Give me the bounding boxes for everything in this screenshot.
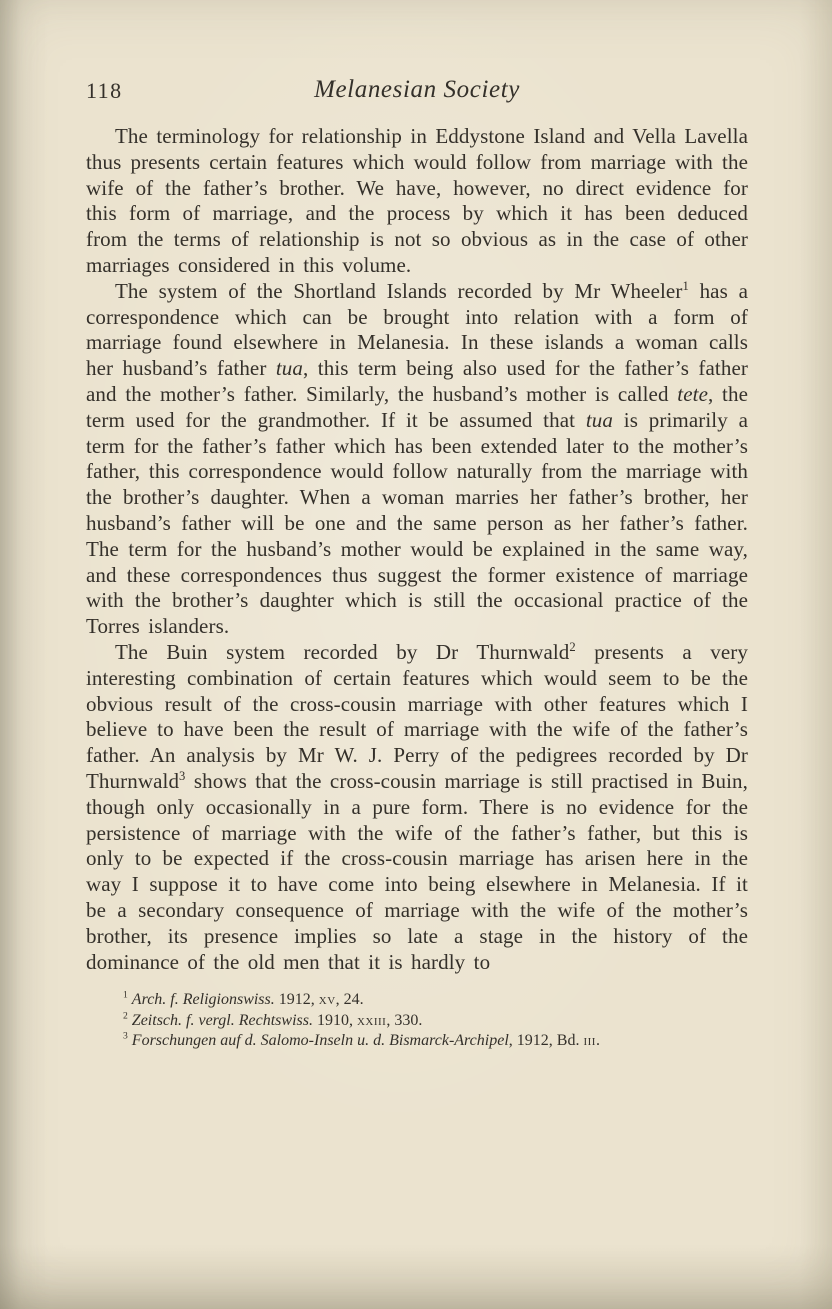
small-caps-text: xxiii <box>356 1011 387 1029</box>
small-caps-text: xv <box>318 991 336 1009</box>
footnote <box>123 990 748 1011</box>
body-text: has a correspondence which can be brought into relation with a form of marriage found elsewhere in Melanesia. In these islands a woman calls her husband’s father <box>86 278 748 381</box>
body-text: is primarily a term for the father’s father which has been extended later to the mother’s father, this correspondence would follow naturally from the marriage with the brother’s daughter. When a woman marries her father’s brother, her husband’s father will be one and the same person as her father’s father. The term for the husband’s mother would be explained in the same way, and these correspondences thus suggest the former existence of marriage with the brother’s daughter which is still the occasional practice of the Torres islanders. <box>86 407 748 639</box>
body-text: 1910, <box>312 1011 357 1029</box>
page-header <box>86 76 748 110</box>
footnote-reference: 3 <box>123 1030 128 1042</box>
running-title: Melanesian Society <box>314 76 520 103</box>
body-text: , the term used for the grandmother. If it be assumed that <box>86 381 749 432</box>
body-text: , 24. <box>335 991 364 1009</box>
small-caps-text: iii <box>583 1032 596 1050</box>
body-text: presents a very interesting combination of certain features which would seem to be the obvious result of the cross-cousin marriage with other features which I believe to have been the result of marriage with the wife of the father’s father. An analysis by Mr W. J. Perry of the pedigrees recorded by Dr Thurnwald <box>86 639 748 793</box>
body-text: , 1912, Bd. <box>508 1032 584 1050</box>
body-text: . <box>595 1032 600 1050</box>
footnote <box>123 1031 748 1052</box>
footnote <box>123 1011 748 1032</box>
italic-text: Forschungen auf d. Salomo-Inseln u. d. Bismarck-Archipel <box>131 1032 509 1050</box>
footnote-reference: 1 <box>682 278 689 293</box>
page-body <box>86 124 748 975</box>
footnotes <box>86 990 748 1052</box>
paragraph <box>86 640 748 975</box>
paragraph <box>86 279 748 640</box>
body-text: The Buin system recorded by Dr Thurnwald <box>115 639 570 664</box>
body-text: 1912, <box>274 991 319 1009</box>
italic-text: Zeitsch. f. vergl. Rechtswiss. <box>131 1011 313 1029</box>
body-text: The system of the Shortland Islands recorded by Mr Wheeler <box>115 278 683 303</box>
body-text: , this term being also used for the father’s father and the mother’s father. Similarly, the husband’s mother is called <box>86 356 748 406</box>
body-text: , 330. <box>386 1011 423 1029</box>
body-text: The terminology for relationship in Eddystone Island and Vella Lavella thus presents certain features which would follow from marriage with the wife of the father’s brother. We have, however, no direct evidence for this form of marriage, and the process by which it has been deduced from the terms of relationship is not so obvious as in the case of other marriages considered in this volume. <box>86 124 748 277</box>
italic-text: tete <box>677 381 708 406</box>
italic-text: tua <box>585 407 613 432</box>
body-text: shows that the cross-cousin marriage is still practised in Buin, though only occasionally in a pure form. There is no evidence for the persistence of marriage with the wife of the father’s father, but this is only to be expected if the cross-cousin marriage has arisen here in the way I suppose it to have come into being elsewhere in Melanesia. If it be a secondary consequence of marriage with the wife of the mother’s brother, its presence implies so late a stage in the history of the dominance of the old men that it is hardly to <box>86 768 748 974</box>
footnote-reference: 2 <box>569 639 576 654</box>
page-number: 118 <box>86 78 123 103</box>
paragraph <box>86 124 748 279</box>
footnote-reference: 2 <box>123 1010 128 1022</box>
footnote-reference: 3 <box>179 768 186 783</box>
italic-text: tua <box>275 356 304 381</box>
italic-text: Arch. f. Religionswiss. <box>131 991 275 1009</box>
footnote-reference: 1 <box>123 989 128 1001</box>
